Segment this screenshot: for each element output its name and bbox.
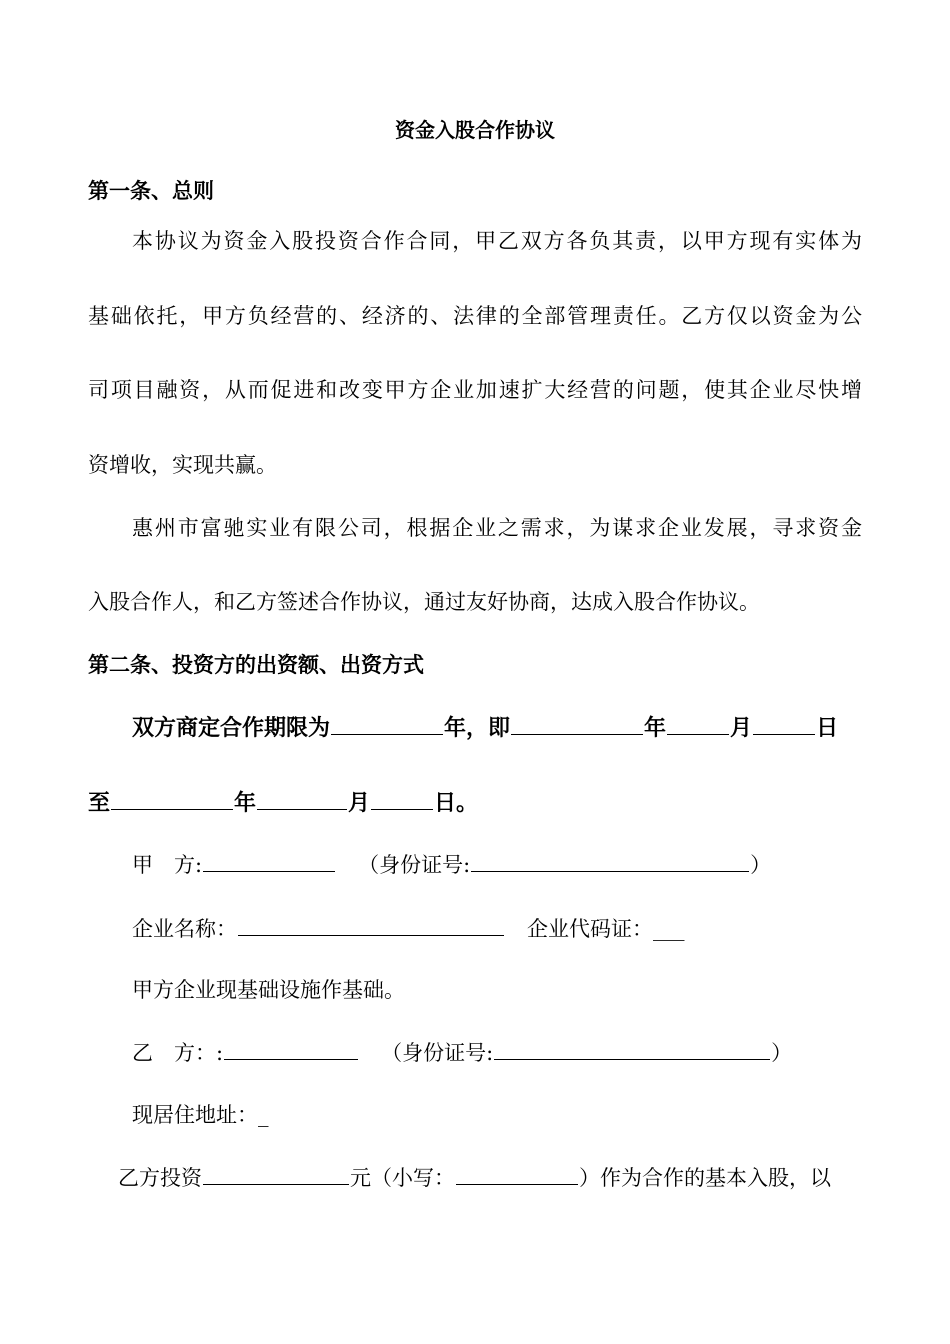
- party-a-id-close: ）: [750, 853, 772, 877]
- party-a-id-blank[interactable]: [471, 849, 749, 872]
- term-years-blank[interactable]: [331, 712, 443, 735]
- company-name-blank[interactable]: [238, 913, 504, 936]
- party-a-line: [132, 849, 862, 880]
- investment-text-c: ）作为合作的基本入股，以: [579, 1166, 831, 1190]
- party-a-basis: 甲方企业现基础设施作基础。: [132, 978, 405, 1002]
- party-b-line: [132, 1037, 862, 1068]
- term-line-1-text-d: 月: [730, 715, 753, 741]
- company-line: [132, 913, 862, 944]
- term-line-1: [132, 712, 862, 743]
- term-line-1-text-b: 年，即: [444, 715, 511, 741]
- start-month-blank[interactable]: [667, 712, 729, 735]
- section1-para1-line3: 司项目融资，从而促进和改变甲方企业加速扩大经营的问题，使其企业尽快增: [88, 378, 862, 402]
- document-title: 资金入股合作协议: [395, 118, 555, 142]
- party-b-label: 乙 方：:: [132, 1041, 224, 1065]
- party-b-id-close: ）: [771, 1041, 793, 1065]
- term-line-1-text-c: 年: [644, 715, 667, 741]
- party-a-name-blank[interactable]: [203, 849, 335, 872]
- address-label: 现居住地址：_: [132, 1103, 269, 1127]
- investment-text-b: 元（小写：: [350, 1166, 455, 1190]
- investment-amount-blank[interactable]: [203, 1162, 349, 1185]
- party-a-label: 甲 方:: [132, 853, 203, 877]
- term-line-2-text-c: 月: [348, 790, 371, 816]
- company-code-label: 企业代码证：___: [527, 917, 685, 941]
- party-b-name-blank[interactable]: [224, 1037, 358, 1060]
- investment-line: [118, 1162, 862, 1193]
- party-a-id-label: （身份证号:: [358, 853, 471, 877]
- end-year-blank[interactable]: [111, 787, 233, 810]
- term-line-1-text-a: 双方商定合作期限为: [132, 715, 331, 741]
- section1-para1-line4: 资增收，实现共赢。: [88, 453, 277, 477]
- investment-amount-numeric-blank[interactable]: [456, 1162, 578, 1185]
- section1-para2-line2: 入股合作人，和乙方签述合作协议，通过友好协商，达成入股合作协议。: [88, 590, 760, 614]
- start-day-blank[interactable]: [753, 712, 815, 735]
- end-day-blank[interactable]: [371, 787, 433, 810]
- start-year-blank[interactable]: [511, 712, 643, 735]
- term-line-2: [88, 787, 862, 818]
- term-line-2-text-a: 至: [88, 790, 111, 816]
- address-line: [132, 1100, 862, 1130]
- section1-para2-line1: 惠州市富驰实业有限公司，根据企业之需求，为谋求企业发展，寻求资金: [132, 516, 862, 540]
- term-line-2-text-d: 日。: [434, 790, 479, 816]
- party-b-id-label: （身份证号:: [381, 1041, 494, 1065]
- section1-heading: 第一条、总则: [88, 178, 214, 203]
- company-name-label: 企业名称：: [132, 917, 237, 941]
- party-b-id-blank[interactable]: [494, 1037, 770, 1060]
- section1-para1-line2: 基础依托，甲方负经营的、经济的、法律的全部管理责任。乙方仅以资金为公: [88, 304, 862, 328]
- section1-para1-line1: 本协议为资金入股投资合作合同，甲乙双方各负其责，以甲方现有实体为: [132, 229, 862, 253]
- section2-heading: 第二条、投资方的出资额、出资方式: [88, 652, 424, 677]
- investment-text-a: 乙方投资: [118, 1166, 202, 1190]
- term-line-2-text-b: 年: [234, 790, 257, 816]
- term-line-1-text-e: 日: [816, 715, 839, 741]
- end-month-blank[interactable]: [257, 787, 347, 810]
